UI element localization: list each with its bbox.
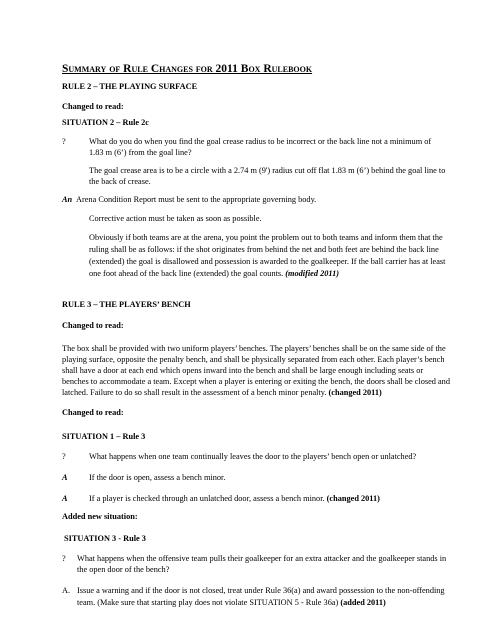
rule3-body-line4: benches to accommodate a team. Except when a player is entering or exiting the bench, the doors shall be closed and: [62, 377, 450, 386]
answer-mark: A: [62, 494, 68, 503]
rule3-s3-question-line2: the open door of the bench?: [77, 565, 170, 574]
rule2-question-line2: 1.83 m (6’) from the goal line?: [89, 148, 192, 157]
rule3-situation1: SITUATION 1 – Rule 3: [62, 432, 146, 441]
rule3-s1-answer2: [89, 493, 380, 505]
rule3-s1-question: What happens when one team continually leaves the door to the players’ bench open or unlatched?: [89, 452, 417, 461]
rule2-answer4-line4: [89, 268, 339, 280]
rule2-answer1-line1: The goal crease area is to be a circle with a 2.74 m (9') radius cut off flat 1.83 m (6’) behind the goal line to: [89, 166, 446, 175]
rule2-answer4-line1: Obviously if both teams are at the arena, you point the problem out to both teams and inform them that the: [89, 233, 443, 242]
rule3-s3-answer-text: team. (Make sure that starting play does not violate SITUATION 5 - Rule 36a): [77, 598, 339, 607]
rule3-body-line5: [62, 387, 382, 399]
question-mark: ?: [62, 137, 66, 146]
answer-mark: A.: [62, 586, 71, 595]
rule2-answer4-line2: ruling shall be as follows: if the shot originates from behind the net and both feet are behind the back line: [89, 245, 439, 254]
rule3-changed-label: Changed to read:: [62, 321, 124, 330]
rule3-s3-question-line1: What happens when the offensive team pulls their goalkeeper for an extra attacker and the goalkeeper stands in: [77, 554, 447, 563]
answer-mark: An: [62, 195, 73, 204]
rule2-changed-label: Changed to read:: [62, 102, 124, 111]
rule3-situation3: SITUATION 3 - Rule 3: [64, 534, 146, 543]
document-title: Summary of Rule Changes for 2011 Box Rulebook: [62, 63, 313, 75]
rule3-changed-label-2: Changed to read:: [62, 408, 124, 417]
question-mark: ?: [62, 554, 66, 563]
rule2-answer4-tag: (modified 2011): [285, 269, 339, 278]
rule2-heading: RULE 2 – THE PLAYING SURFACE: [62, 82, 198, 91]
rule3-heading: RULE 3 – THE PLAYERS’ BENCH: [62, 300, 191, 309]
rule3-body-line3: shall have a door at each end which opens inward into the bench and shall be large enough including seats or: [62, 366, 424, 375]
rule3-s3-answer-line2: [77, 597, 386, 609]
rule3-s1-answer2-tag: (changed 2011): [326, 494, 380, 503]
rule3-body-line2: playing surface, opposite the penalty bench, and shall be physically separated from each other. Each player’s bench: [62, 355, 445, 364]
rule2-answer4-text: one foot ahead of the back line (extended) the goal counts.: [89, 269, 284, 278]
answer-mark: A: [62, 473, 68, 482]
rule3-body-tag: (changed 2011): [328, 388, 382, 397]
rule2-answer3: Corrective action must be taken as soon as possible.: [89, 214, 262, 223]
rule3-s1-answer1: If the door is open, assess a bench minor.: [89, 473, 226, 482]
rule3-body-line1: The box shall be provided with two uniform players’ benches. The players’ benches shall be on the same side of the: [62, 344, 446, 353]
rule2-answer1-line2: the back of crease.: [89, 177, 151, 186]
rule3-added-label: Added new situation:: [62, 512, 138, 521]
rule3-body-text: latched. Failure to do so shall result in the assessment of a bench minor penalty.: [62, 388, 327, 397]
rule2-situation: SITUATION 2 – Rule 2c: [62, 118, 149, 127]
rule2-answer4-line3: (extended) the goal is disallowed and possession is awarded to the goalkeeper. If the ball carrier has at least: [89, 257, 446, 266]
rule3-s3-answer-tag: (added 2011): [340, 598, 386, 607]
rule3-s3-answer-line1: Issue a warning and if the door is not closed, treat under Rule 36(a) and award possession to the non-offending: [77, 586, 445, 595]
rule2-answer2: Arena Condition Report must be sent to the appropriate governing body.: [76, 195, 317, 204]
rule3-s1-answer2-text: If a player is checked through an unlatched door, assess a bench minor.: [89, 494, 325, 503]
rule2-question-line1: What do you do when you find the goal crease radius to be incorrect or the back line not a minimum of: [89, 137, 432, 146]
question-mark: ?: [62, 452, 66, 461]
